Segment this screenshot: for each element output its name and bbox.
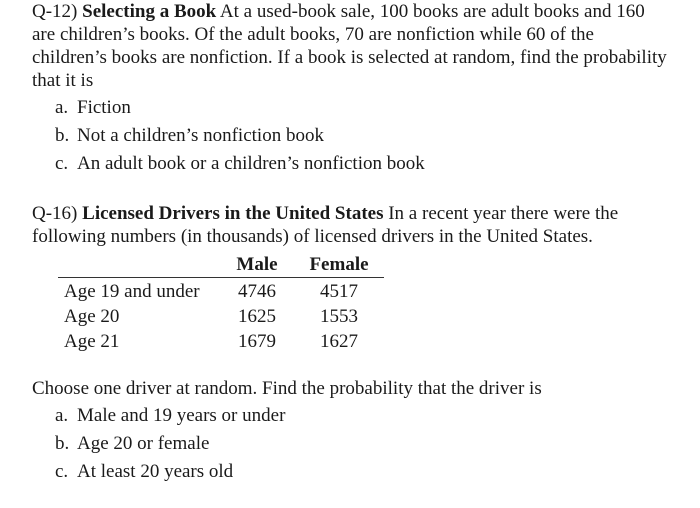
option-label: c.	[55, 153, 69, 174]
question-16-followup	[32, 377, 672, 488]
option-text: At least 20 years old	[77, 461, 234, 482]
table-row-label: Age 19 and under	[64, 281, 200, 302]
question-16-options	[32, 404, 672, 483]
table-cell-female: 1553	[320, 306, 358, 327]
question-16-option-a	[55, 404, 672, 427]
table-cell-male: 1679	[238, 331, 276, 352]
question-16-number: Q-16)	[32, 203, 78, 224]
question-16-option-c	[55, 460, 672, 483]
option-label: a.	[55, 405, 69, 426]
table-header-row	[58, 253, 384, 278]
table-row	[58, 328, 384, 353]
question-16	[32, 202, 672, 248]
question-12-option-c	[55, 152, 672, 175]
option-label: c.	[55, 461, 69, 482]
table-cell-female: 1627	[320, 331, 358, 352]
question-12	[32, 0, 672, 180]
option-text: Fiction	[77, 97, 131, 118]
question-16-title: Licensed Drivers in the United States	[82, 203, 384, 224]
table-header-male: Male	[220, 253, 294, 278]
question-12-stem	[32, 0, 672, 92]
option-label: a.	[55, 97, 69, 118]
table-row	[58, 278, 384, 304]
table-header-female: Female	[294, 253, 384, 278]
option-text: Not a children’s nonfiction book	[77, 125, 324, 146]
option-label: b.	[55, 433, 70, 454]
question-16-stem	[32, 202, 672, 248]
question-12-text: At a used-book sale, 100 books are adult books and 160 are children’s books. Of the adult books, 70 are nonfiction while 60 of the children’s books are nonfiction. If a book is selected at random, find the probability that it is	[32, 1, 667, 91]
table-cell-female: 4517	[320, 281, 358, 302]
question-12-options	[32, 96, 672, 175]
table-cell-male: 4746	[238, 281, 276, 302]
question-12-option-a	[55, 96, 672, 119]
table-row	[58, 303, 384, 328]
option-text: Age 20 or female	[77, 433, 210, 454]
option-text: Male and 19 years or under	[77, 405, 286, 426]
table-header-blank	[58, 253, 220, 278]
question-12-number: Q-12)	[32, 1, 78, 22]
question-16-text: In a recent year there were the following numbers (in thousands) of licensed drivers in the United States.	[32, 203, 619, 247]
question-12-title: Selecting a Book	[82, 1, 217, 22]
table-cell-male: 1625	[238, 306, 276, 327]
option-label: b.	[55, 125, 70, 146]
option-text: An adult book or a children’s nonfiction book	[77, 153, 425, 174]
table-row-label: Age 20	[64, 306, 120, 327]
table-row-label: Age 21	[64, 331, 120, 352]
licensed-drivers-table	[58, 253, 384, 353]
question-16-option-b	[55, 432, 672, 455]
question-12-option-b	[55, 124, 672, 147]
question-16-prompt: Choose one driver at random. Find the probability that the driver is	[32, 378, 542, 399]
